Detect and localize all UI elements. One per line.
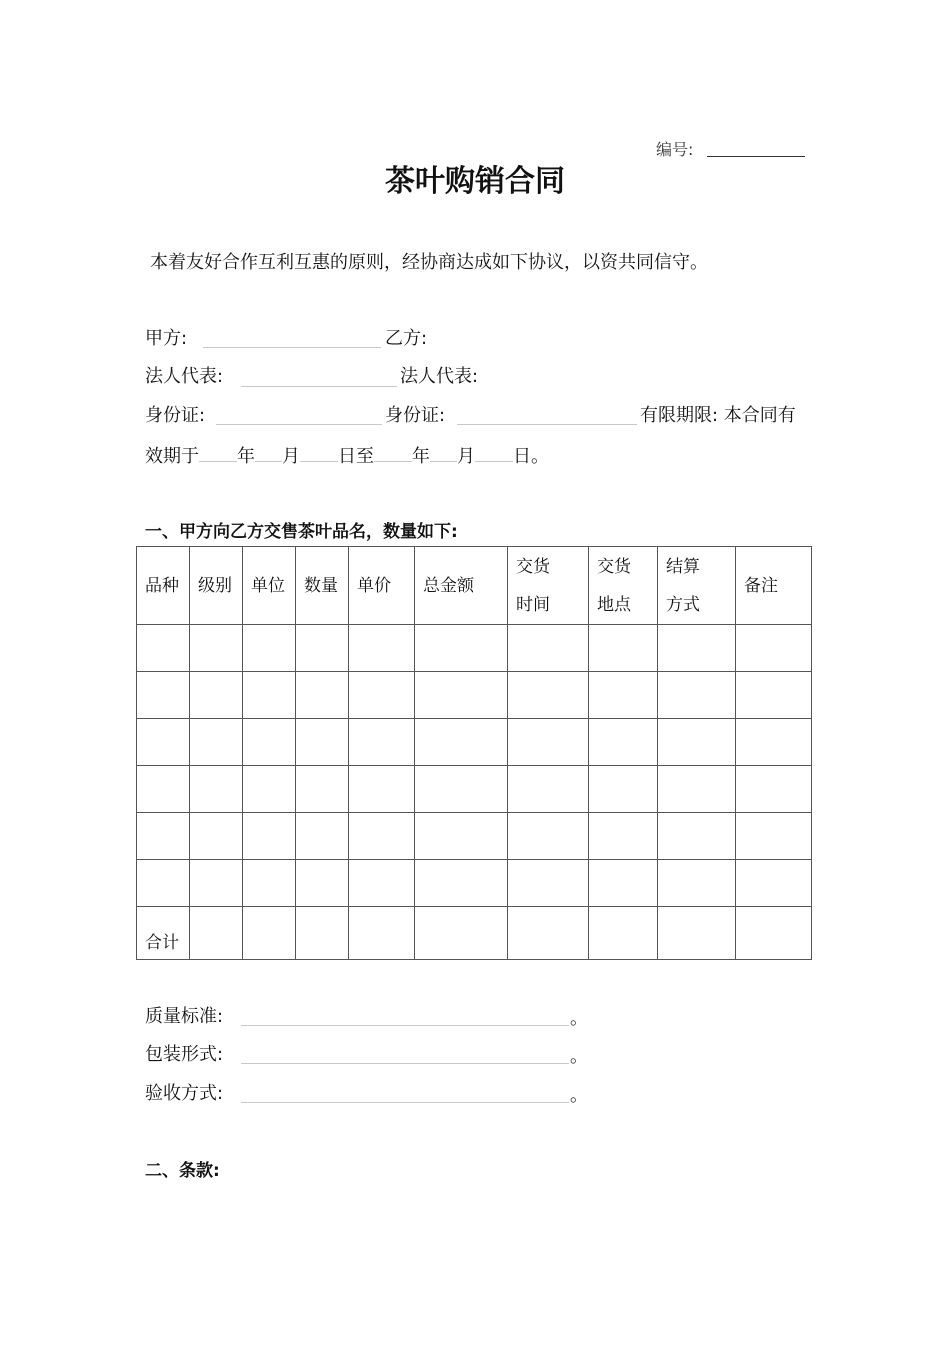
table-row [137, 672, 812, 719]
table-cell[interactable] [137, 766, 190, 813]
table-cell[interactable] [349, 907, 415, 960]
table-cell[interactable] [243, 625, 296, 672]
id-a-label: 身份证: [145, 405, 206, 426]
validity-period-line [145, 443, 549, 468]
legal-rep-a-field[interactable] [241, 386, 397, 387]
quality-standard-label: 质量标准: [145, 1006, 224, 1027]
id-b-label: 身份证: [385, 405, 446, 426]
table-cell[interactable] [137, 672, 190, 719]
column-header [589, 547, 658, 625]
table-cell[interactable] [415, 766, 508, 813]
table-cell[interactable] [190, 625, 243, 672]
section-2-heading: 二、条款: [145, 1161, 220, 1181]
table-row [137, 719, 812, 766]
table-cell[interactable] [508, 719, 589, 766]
total-label: 合计 [137, 907, 190, 960]
packaging-form-label: 包装形式: [145, 1044, 224, 1065]
table-cell[interactable] [243, 813, 296, 860]
column-header [658, 547, 736, 625]
table-cell[interactable] [658, 719, 736, 766]
table-cell[interactable] [658, 672, 736, 719]
goods-table [136, 546, 812, 960]
table-cell[interactable] [137, 719, 190, 766]
packaging-end-mark: 。 [570, 1046, 588, 1067]
table-cell[interactable] [658, 907, 736, 960]
table-cell[interactable] [243, 766, 296, 813]
column-header: 单价 [349, 547, 415, 625]
packaging-form-field[interactable] [241, 1063, 569, 1064]
table-cell[interactable] [349, 766, 415, 813]
table-cell[interactable] [736, 860, 812, 907]
table-cell[interactable] [296, 625, 349, 672]
column-header [508, 547, 589, 625]
column-header: 单位 [243, 547, 296, 625]
table-cell[interactable] [589, 813, 658, 860]
acceptance-end-mark: 。 [570, 1085, 588, 1106]
acceptance-method-field[interactable] [241, 1102, 569, 1103]
party-a-label: 甲方: [145, 328, 188, 349]
table-cell[interactable] [589, 672, 658, 719]
acceptance-method-label: 验收方式: [145, 1083, 224, 1104]
table-cell[interactable] [508, 672, 589, 719]
column-header: 总金额 [415, 547, 508, 625]
table-cell[interactable] [415, 907, 508, 960]
end-month-field[interactable] [430, 443, 457, 462]
table-total-row [137, 907, 812, 960]
year-label: 年 [412, 446, 430, 467]
table-cell[interactable] [415, 719, 508, 766]
table-cell[interactable] [296, 766, 349, 813]
column-header-line2: 地点 [597, 594, 631, 615]
section-1-heading: 一、甲方向乙方交售茶叶品名，数量如下: [145, 522, 458, 542]
column-header: 备注 [736, 547, 812, 625]
column-header-line2: 时间 [516, 594, 550, 615]
table-row [137, 860, 812, 907]
table-cell[interactable] [658, 625, 736, 672]
table-cell[interactable] [243, 672, 296, 719]
table-cell[interactable] [736, 672, 812, 719]
end-day-field[interactable] [475, 443, 513, 462]
legal-rep-a-label: 法人代表: [145, 366, 224, 387]
validity-start-text: 效期于 [145, 446, 199, 467]
table-header-row [137, 547, 812, 625]
year-label: 年 [237, 446, 255, 467]
id-b-field[interactable] [457, 424, 637, 425]
table-cell[interactable] [190, 907, 243, 960]
table-cell[interactable] [296, 813, 349, 860]
table-cell[interactable] [508, 907, 589, 960]
table-cell[interactable] [415, 672, 508, 719]
day-end-label: 日。 [513, 446, 549, 467]
table-cell[interactable] [508, 860, 589, 907]
table-cell[interactable] [508, 766, 589, 813]
table-cell[interactable] [415, 625, 508, 672]
table-cell[interactable] [415, 860, 508, 907]
table-row [137, 766, 812, 813]
validity-label: 有限期限: 本合同有 [640, 405, 796, 426]
table-cell[interactable] [736, 719, 812, 766]
column-header-line2: 方式 [666, 594, 700, 615]
legal-rep-b-label: 法人代表: [400, 366, 479, 387]
start-month-field[interactable] [255, 443, 282, 462]
quality-end-mark: 。 [570, 1008, 588, 1029]
table-cell[interactable] [589, 719, 658, 766]
quality-standard-field[interactable] [241, 1025, 569, 1026]
table-cell[interactable] [243, 907, 296, 960]
id-a-field[interactable] [216, 424, 382, 425]
table-cell[interactable] [589, 907, 658, 960]
table-cell[interactable] [658, 813, 736, 860]
table-row [137, 625, 812, 672]
table-cell[interactable] [137, 813, 190, 860]
table-cell[interactable] [137, 625, 190, 672]
table-cell[interactable] [349, 813, 415, 860]
table-cell[interactable] [589, 766, 658, 813]
table-cell[interactable] [296, 907, 349, 960]
serial-number-field[interactable] [707, 156, 805, 157]
table-cell[interactable] [589, 625, 658, 672]
month-label: 月 [457, 446, 475, 467]
intro-paragraph: 本着友好合作互利互惠的原则，经协商达成如下协议，以资共同信守。 [150, 252, 708, 273]
month-label: 月 [282, 446, 300, 467]
table-cell[interactable] [190, 766, 243, 813]
column-header-line1: 结算 [666, 556, 700, 577]
table-cell[interactable] [190, 719, 243, 766]
party-b-label: 乙方: [385, 328, 428, 349]
day-to-label: 日至 [338, 446, 374, 467]
table-cell[interactable] [190, 672, 243, 719]
table-cell[interactable] [589, 860, 658, 907]
start-year-field[interactable] [199, 443, 237, 462]
end-year-field[interactable] [374, 443, 412, 462]
table-cell[interactable] [349, 625, 415, 672]
table-cell[interactable] [137, 860, 190, 907]
table-cell[interactable] [658, 860, 736, 907]
table-cell[interactable] [658, 766, 736, 813]
start-day-field[interactable] [300, 443, 338, 462]
table-cell[interactable] [349, 860, 415, 907]
table-cell[interactable] [736, 766, 812, 813]
table-cell[interactable] [243, 860, 296, 907]
table-cell[interactable] [243, 719, 296, 766]
table-cell[interactable] [415, 813, 508, 860]
document-title: 茶叶购销合同 [385, 164, 565, 199]
table-cell[interactable] [508, 625, 589, 672]
goods-table-body [137, 547, 812, 960]
table-cell[interactable] [736, 813, 812, 860]
column-header-line1: 交货 [516, 556, 550, 577]
serial-number-label: 编号: [656, 140, 694, 159]
party-a-field[interactable] [203, 347, 381, 348]
table-cell[interactable] [190, 813, 243, 860]
table-cell[interactable] [296, 860, 349, 907]
column-header: 数量 [296, 547, 349, 625]
table-cell[interactable] [736, 625, 812, 672]
table-cell[interactable] [349, 719, 415, 766]
table-cell[interactable] [190, 860, 243, 907]
column-header-line1: 交货 [597, 556, 631, 577]
table-cell[interactable] [296, 719, 349, 766]
table-cell[interactable] [296, 672, 349, 719]
table-cell[interactable] [349, 672, 415, 719]
table-cell[interactable] [508, 813, 589, 860]
table-row [137, 813, 812, 860]
column-header: 品种 [137, 547, 190, 625]
table-cell[interactable] [736, 907, 812, 960]
column-header: 级别 [190, 547, 243, 625]
